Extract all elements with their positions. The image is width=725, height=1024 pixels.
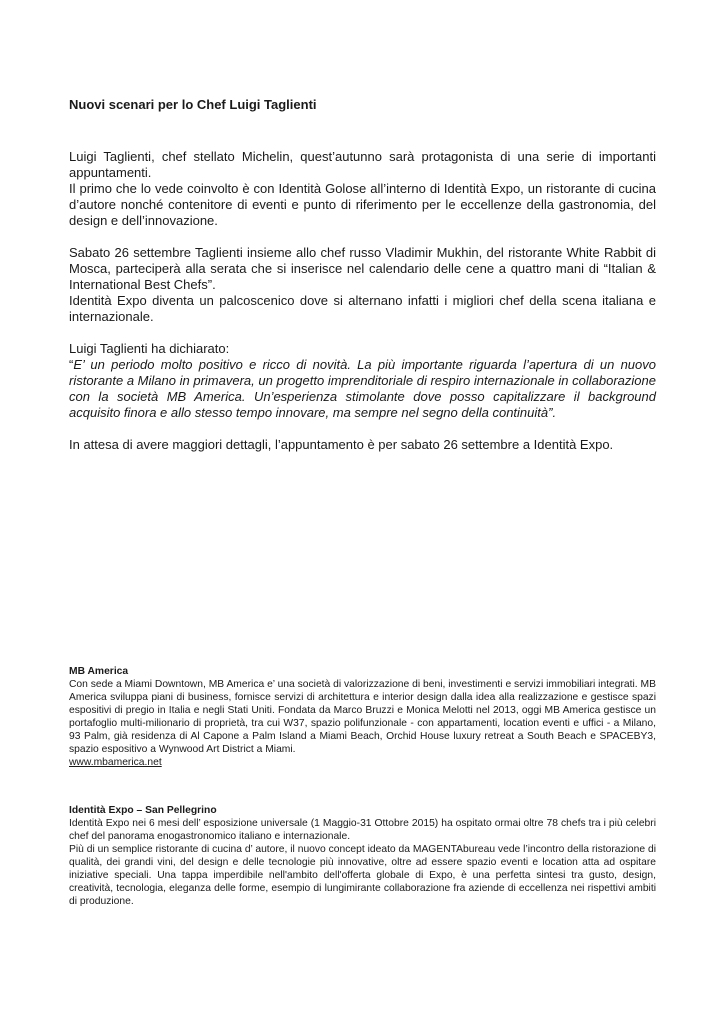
identita-expo-heading: Identità Expo – San Pellegrino (69, 805, 217, 816)
identita-expo-section (69, 804, 656, 908)
identita-expo-description-1: Identità Expo nei 6 mesi dell’ esposizione universale (1 Maggio-31 Ottobre 2015) ha ospitato ormai oltre 78 chefs tra i più celebri chef del panorama enogastronomico italiano e internazionale. (69, 818, 656, 842)
mb-america-description: Con sede a Miami Downtown, MB America e’ una società di valorizzazione di beni, investimenti e servizi immobiliari integrati. MB America sviluppa piani di business, fornisce servizi di architettura e interior design dalla idea alla realizzazione e gestisce spazi espositivi di pregio in Italia e negli Stati Uniti. Fondata da Marco Bruzzi e Monica Melotti nel 2013, oggi MB America gestisce un portafoglio multi-milionario di proprietà, tra cui W37, spazio polifunzionale - con appartamenti, location eventi e uffici - a Milano, 93 Palm, già residenza di Al Capone a Palm Island a Miami Beach, Orchid House luxury retreat a South Beach e SPACEBY3, spazio espositivo a Wynwood Art District a Miami. (69, 679, 656, 755)
quote-paragraph (69, 357, 656, 421)
identita-expo-description-2: Più di un semplice ristorante di cucina d’ autore, il nuovo concept ideato da MAGENTAbureau vede l’incontro della ristorazione di qualità, dei grandi vini, del design e delle tecnologie più innovative, oltre ad essere spazio eventi e location atta ad ospitare iniziative speciali. Una tappa imperdibile nell'ambito dell'offerta globale di Expo, è una perfetta sintesi tra gusto, design, creatività, tecnologia, eleganza delle forme, esempio di lungimirante collaborazione fra aziende di eccellenza nei rispettivi ambiti di produzione. (69, 844, 656, 907)
paragraph-stage: Identità Expo diventa un palcoscenico dove si alternano infatti i migliori chef della scena italiana e internazionale. (69, 293, 656, 324)
paragraph-identita-golose: Il primo che lo vede coinvolto è con Identità Golose all’interno di Identità Expo, un ristorante di cucina d’autore nonché contenitore di eventi e punto di riferimento per le eccellenze della gastronomia, del design e dell’innovazione. (69, 181, 656, 228)
paragraph-declaration: Luigi Taglienti ha dichiarato: (69, 341, 230, 356)
page-title: Nuovi scenari per lo Chef Luigi Taglienti (69, 97, 317, 112)
chef-quote: E’ un periodo molto positivo e ricco di novità. La più importante riguarda l’apertura di un nuovo ristorante a Milano in primavera, un progetto imprenditoriale di respiro internazionale in collaborazione con la società MB America. Un’esperienza stimolante dove posso capitalizzare il background acquisito finora e allo stesso tempo innovare, ma sempre nel segno della continuità”. (69, 357, 656, 420)
mb-america-heading: MB America (69, 666, 129, 677)
press-release-body (69, 149, 656, 453)
mb-america-link[interactable]: www.mbamerica.net (69, 757, 162, 768)
paragraph-intro: Luigi Taglienti, chef stellato Michelin, quest’autunno sarà protagonista di una serie di importanti appuntamenti. (69, 149, 656, 180)
paragraph-closing: In attesa di avere maggiori dettagli, l’appuntamento è per sabato 26 settembre a Identità Expo. (69, 437, 614, 452)
paragraph-event: Sabato 26 settembre Taglienti insieme allo chef russo Vladimir Mukhin, del ristorante White Rabbit di Mosca, parteciperà alla serata che si inserisce nel calendario delle cene a quattro mani di “Italian & International Best Chefs”. (69, 245, 656, 292)
document-page (69, 0, 656, 1024)
mb-america-section (69, 665, 656, 769)
quote-open-mark: “ (69, 357, 74, 372)
